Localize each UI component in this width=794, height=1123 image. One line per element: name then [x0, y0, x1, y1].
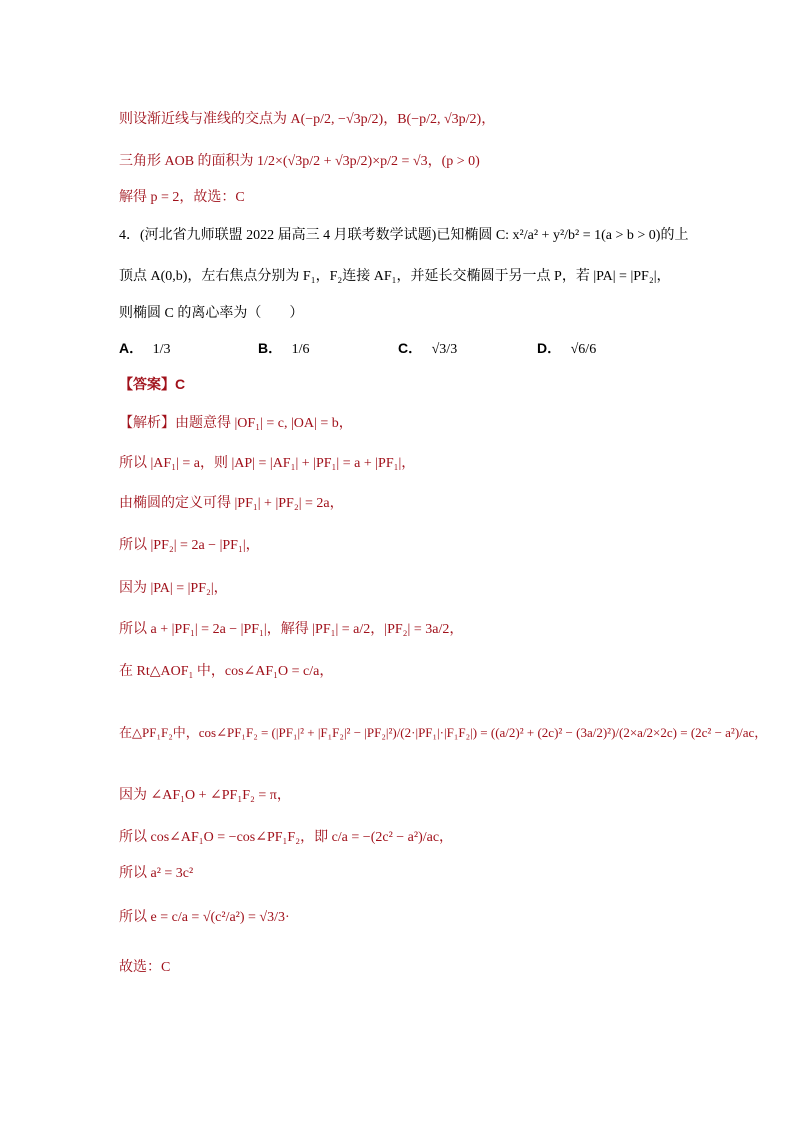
option-label: A．: [119, 340, 144, 356]
analysis-line-13: [119, 956, 170, 976]
text: 所以 e = c/a = √(c²/a²) = √3/3·: [119, 910, 290, 925]
analysis-line-7: [119, 660, 333, 680]
text: 所以 cos∠AF₁O = −cos∠PF₁F₂，即 c/a = −(2c² − a²)/ac，: [119, 830, 454, 845]
text: 故选：C: [119, 960, 171, 975]
option-value: √6/6: [570, 342, 597, 357]
text: 由椭圆的定义可得 |PF₁| + |PF₂| = 2a，: [119, 496, 344, 511]
option-value: √3/3: [431, 342, 458, 357]
analysis-line-2: [119, 452, 415, 472]
option-label: D．: [537, 340, 562, 356]
text: 【解析】由题意得 |OF₁| = c, |OA| = b，: [119, 416, 353, 431]
text: 在△PF₁F₂中，cos∠PF₁F₂ = (|PF₁|² + |F₁F₂|² − |PF₂|²)/(2·|PF₁|·|F₁F₂|) = ((a/2)² + (2c)² − (3a/2)²)/(2×a/2×2c) = (2c² − a²)/ac，: [119, 725, 768, 740]
text: 解得 p = 2，故选：C: [119, 190, 245, 205]
solution-line-result: [119, 186, 245, 206]
text: 因为 |PA| = |PF₂|，: [119, 581, 228, 596]
analysis-line-5: [119, 577, 228, 597]
text: 所以 a² = 3c²: [119, 866, 194, 881]
text: 则椭圆 C 的离心率为（ ）: [119, 306, 304, 321]
solution-line-asymptote-intersection: [119, 108, 495, 128]
question-4-stem: [119, 224, 688, 244]
text: 因为 ∠AF₁O + ∠PF₁F₂ = π，: [119, 788, 291, 803]
option-label: B．: [258, 340, 283, 356]
option-label: C．: [398, 340, 423, 356]
text: 在 Rt△AOF₁ 中，cos∠AF₁O = c/a，: [119, 664, 334, 679]
analysis-line-8: [119, 722, 767, 741]
analysis-line-11: [119, 862, 193, 882]
option-b: [258, 338, 310, 358]
text: 三角形 AOB 的面积为 1/2×(√3p/2 + √3p/2)×p/2 = √3，(p > 0): [119, 154, 480, 169]
text: 所以 |AF₁| = a，则 |AP| = |AF₁| + |PF₁| = a + |PF₁|，: [119, 456, 416, 471]
option-d: [537, 338, 596, 358]
analysis-line-10: [119, 826, 453, 846]
analysis-line-9: [119, 784, 291, 804]
analysis-line-6: [119, 618, 463, 638]
text: 所以 a + |PF₁| = 2a − |PF₁|，解得 |PF₁| = a/2，|PF₂| = 3a/2，: [119, 622, 464, 637]
analysis-line-1: [119, 412, 353, 432]
option-a: [119, 338, 171, 358]
text: 所以 |PF₂| = 2a − |PF₁|，: [119, 538, 260, 553]
text: 则设渐近线与准线的交点为 A(−p/2, −√3p/2)，B(−p/2, √3p/2)，: [119, 112, 496, 127]
text: 4．(河北省九师联盟 2022 届高三 4 月联考数学试题)已知椭圆 C: x²/a² + y²/b² = 1(a > b > 0)的上: [119, 228, 689, 243]
option-value: 1/6: [291, 342, 310, 357]
analysis-line-12: [119, 906, 290, 926]
option-c: [398, 338, 457, 358]
text: 【答案】C: [119, 376, 186, 392]
analysis-line-4: [119, 534, 260, 554]
analysis-line-3: [119, 492, 344, 512]
question-4-stem-continued: [119, 265, 671, 285]
solution-line-triangle-area: [119, 150, 480, 170]
question-4-prompt: [119, 302, 303, 322]
answer-line: [119, 374, 185, 394]
option-value: 1/3: [152, 342, 171, 357]
text: 顶点 A(0,b)，左右焦点分别为 F₁，F₂连接 AF₁，并延长交椭圆于另一点 P，若 |PA| = |PF₂|，: [119, 269, 671, 284]
